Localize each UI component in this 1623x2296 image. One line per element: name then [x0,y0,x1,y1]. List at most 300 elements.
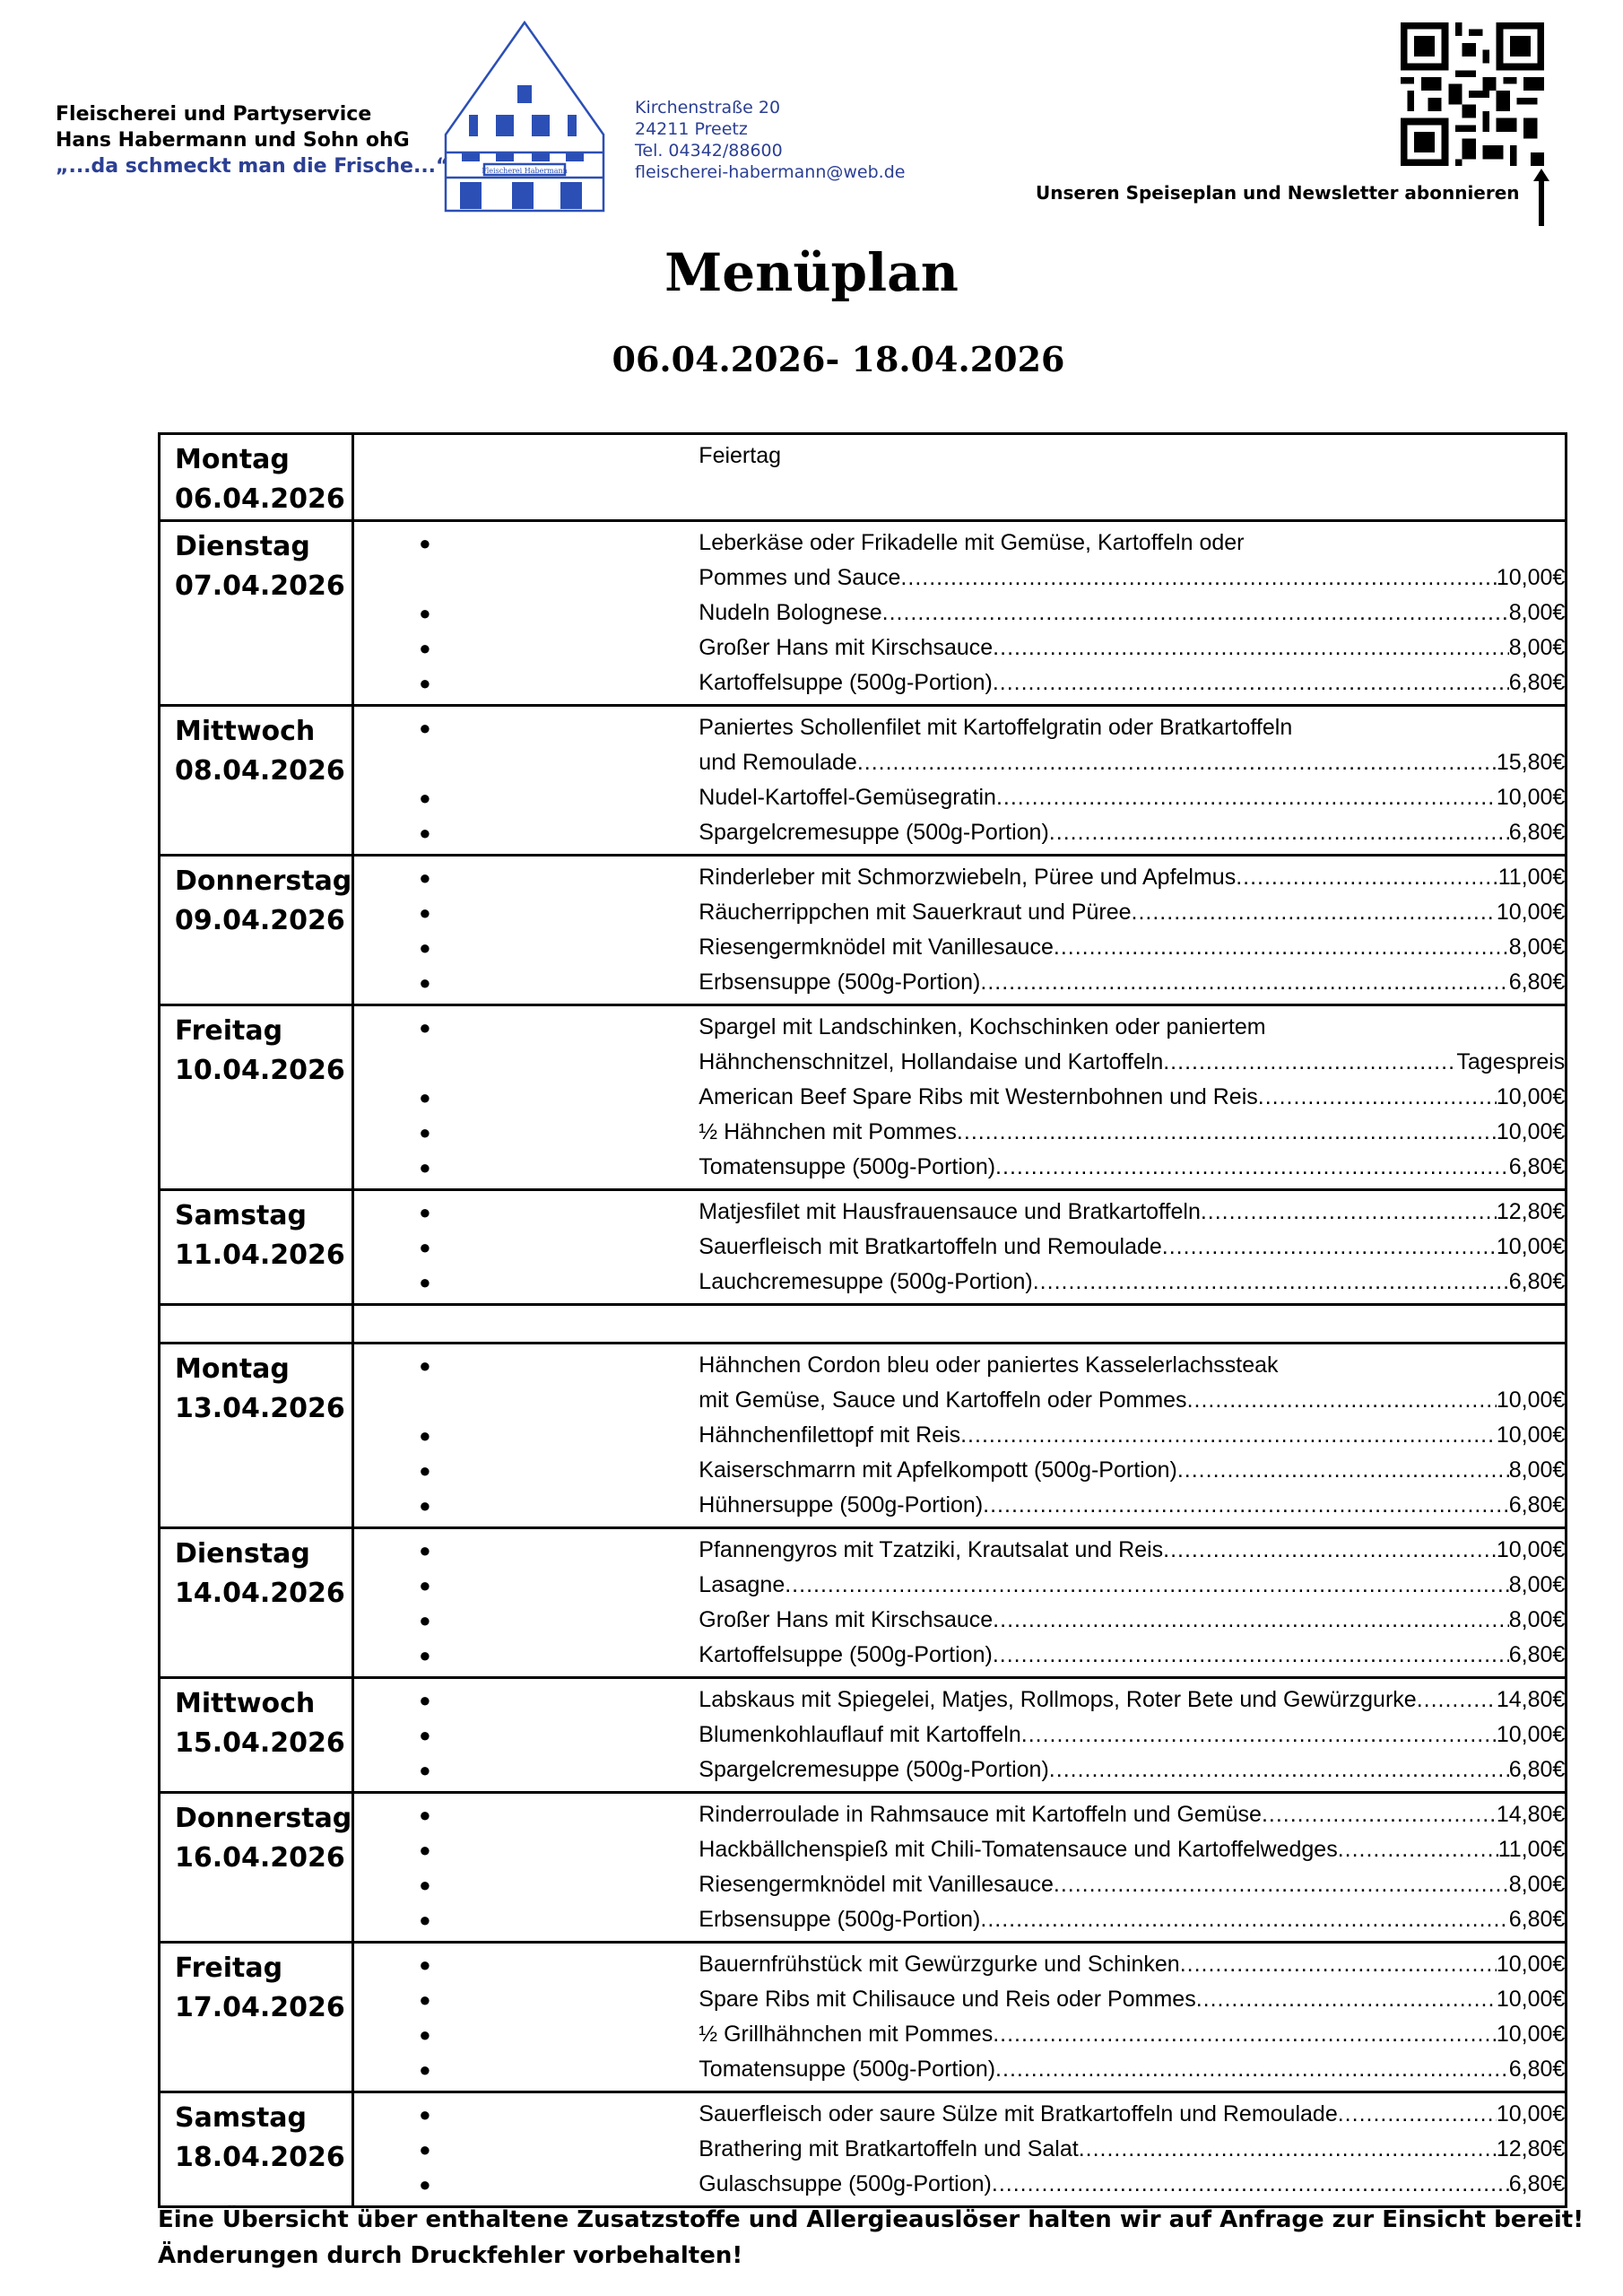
menu-item-line [699,1265,1565,1300]
menu-item [354,1867,1565,1902]
day-note: Feiertag [699,443,782,468]
dish-price: 6,80€ [1508,970,1566,995]
misprint-notice: Änderungen durch Druckfehler vorbehalten! [158,2242,743,2269]
dishes-cell [353,2092,1567,2207]
bullet-icon: ● [419,1121,431,1144]
bullet-icon: ● [419,1271,431,1293]
dish-price: 8,00€ [1508,1607,1566,1632]
dot-leader [1163,1045,1456,1080]
menu-item-line [699,1752,1565,1787]
dish-name: Kartoffelsuppe (500g-Portion) [699,1642,993,1667]
dish-name: Spargelcremesuppe (500g-Portion) [699,820,1049,845]
dish-price: 6,80€ [1508,2171,1566,2196]
menu-item-line [699,1683,1565,1718]
dish-price: 14,80€ [1496,1687,1566,1712]
bullet-icon: ● [419,2173,431,2196]
day-row [160,1190,1567,1305]
menu-item [354,2097,1565,2132]
dish-name: Nudel-Kartoffel-Gemüsegratin [699,785,996,810]
menu-item [354,1982,1565,2017]
day-name: Donnerstag [175,1803,352,1834]
bullet-icon: ● [419,1909,431,1931]
bullet-icon: ● [419,1424,431,1447]
dish-name: Gulaschsuppe (500g-Portion) [699,2171,992,2196]
company-name: Fleischerei und Partyservice [56,103,372,126]
dot-leader [957,1115,1497,1150]
dish-name: Großer Hans mit Kirschsauce [699,1607,994,1632]
menu-item [354,815,1565,850]
day-name: Dienstag [175,1538,310,1570]
bullet-icon: ● [419,866,431,889]
menu-item [354,930,1565,965]
dot-leader [785,1568,1509,1603]
menu-item [354,1230,1565,1265]
dish-name: Hühnersuppe (500g-Portion) [699,1492,984,1518]
newsletter-subscribe-text: Unseren Speiseplan und Newsletter abonnieren [1036,182,1520,204]
dish-name: Hähnchenschnitzel, Hollandaise und Kartoffeln [699,1049,1164,1074]
bullet-icon: ● [419,717,431,739]
dot-leader [1079,2132,1497,2167]
dish-name: ½ Grillhähnchen mit Pommes [699,2022,994,2047]
dish-price: 12,80€ [1496,1199,1566,1224]
dish-price: 10,00€ [1496,1537,1566,1562]
dishes-cell [353,1190,1567,1305]
menu-item-line [699,526,1565,561]
dish-name: Matjesfilet mit Hausfrauensauce und Bratkartoffeln [699,1199,1201,1224]
dish-price: 14,80€ [1496,1802,1566,1827]
bullet-icon: ● [419,2058,431,2081]
contact-block [635,97,905,183]
menu-item [354,2052,1565,2087]
bullet-icon: ● [419,1874,431,1896]
menu-item-line [699,780,1565,815]
menu-item-line [699,1080,1565,1115]
dish-price: 10,00€ [1496,1387,1566,1413]
dot-leader [993,665,1509,700]
menu-item-line [699,665,1565,700]
dot-leader [1054,930,1509,965]
day-cell [160,1190,353,1305]
menu-item [354,780,1565,815]
bullet-icon: ● [419,2138,431,2161]
dishes-cell [353,1943,1567,2092]
menu-item [354,1603,1565,1638]
menu-item-line [699,1603,1565,1638]
menu-item [354,710,1565,780]
company-owner: Hans Habermann und Sohn ohG [56,129,410,152]
menu-item-line [699,745,1565,780]
day-row [160,1005,1567,1190]
day-cell [160,521,353,706]
bullet-icon: ● [419,1988,431,2011]
dishes-cell [353,1005,1567,1190]
day-row [160,1528,1567,1678]
day-cell [160,1793,353,1943]
day-cell [160,1005,353,1190]
menu-item-line [699,561,1565,596]
menu-item [354,2017,1565,2052]
dot-leader [1196,1982,1497,2017]
dish-price: 10,00€ [1496,565,1566,590]
dish-name: Sauerfleisch mit Bratkartoffeln und Remoulade [699,1234,1162,1259]
dot-leader [1163,1533,1497,1568]
dish-price: 10,00€ [1496,2101,1566,2126]
dish-price: 10,00€ [1496,785,1566,810]
day-row [160,856,1567,1005]
dot-leader [1049,815,1509,850]
menu-item-line [699,1195,1565,1230]
dot-leader [983,1488,1509,1523]
bullet-icon: ● [419,1759,431,1781]
dish-price: 6,80€ [1508,2057,1566,2082]
dish-price: 10,00€ [1496,1119,1566,1144]
dish-name: Kaiserschmarrn mit Apfelkompott (500g-Portion) [699,1457,1177,1483]
day-row [160,1793,1567,1943]
bullet-icon: ● [419,1539,431,1561]
day-row [160,706,1567,856]
menu-item-line [699,1867,1565,1902]
bullet-icon: ● [419,1494,431,1517]
menu-item [354,596,1565,631]
day-name: Mittwoch [175,1688,316,1719]
dish-price: 10,00€ [1496,1952,1566,1977]
menu-item-line [699,1982,1565,2017]
menu-item [354,1080,1565,1115]
day-name: Mittwoch [175,716,316,747]
bullet-icon: ● [419,822,431,844]
arrow-up-icon [1533,169,1549,226]
dish-price: 11,00€ [1497,865,1566,890]
qr-code-icon[interactable] [1399,22,1546,166]
menu-item-line [699,815,1565,850]
dish-name: Lauchcremesuppe (500g-Portion) [699,1269,1033,1294]
bullet-icon: ● [419,1689,431,1711]
bullet-icon: ● [419,1016,431,1039]
dish-price: 6,80€ [1508,1269,1566,1294]
bullet-icon: ● [419,2103,431,2126]
menu-item-line [699,710,1565,745]
menu-item-line [699,1902,1565,1937]
day-cell [160,1528,353,1678]
separator-cell [160,1305,353,1344]
dishes-cell [353,856,1567,1005]
day-cell [160,434,353,521]
dot-leader [1132,895,1497,930]
dot-leader [1054,1867,1509,1902]
separator-cell [353,1305,1567,1344]
date-range: 06.04.2026- 18.04.2026 [612,339,1065,379]
bullet-icon: ● [419,1574,431,1596]
dish-name: Rinderroulade in Rahmsauce mit Kartoffeln und Gemüse [699,1802,1262,1827]
bullet-icon: ● [419,1459,431,1482]
day-date: 15.04.2026 [175,1727,345,1759]
menu-item [354,1568,1565,1603]
day-name: Samstag [175,2102,308,2134]
bullet-icon: ● [419,1839,431,1861]
dot-leader [900,561,1496,596]
dish-name: Pommes und Sauce [699,565,901,590]
dishes-cell [353,1528,1567,1678]
dish-name: mit Gemüse, Sauce und Kartoffeln oder Pommes [699,1387,1187,1413]
dot-leader [1338,1832,1498,1867]
menu-item-line [699,1718,1565,1752]
dot-leader [1338,2097,1497,2132]
day-row [160,1943,1567,2092]
dish-name: Riesengermknödel mit Vanillesauce [699,1872,1054,1897]
dot-leader [1417,1683,1497,1718]
dish-name: Blumenkohlauflauf mit Kartoffeln [699,1722,1021,1747]
dot-leader [1180,1947,1497,1982]
dish-name: Labskaus mit Spiegelei, Matjes, Rollmops, Roter Bete und Gewürzgurke [699,1687,1417,1712]
dot-leader [1162,1230,1497,1265]
menu-item [354,895,1565,930]
menu-item-line [699,596,1565,631]
bullet-icon: ● [419,1201,431,1223]
day-row [160,521,1567,706]
day-name: Montag [175,1353,290,1385]
menu-item-line [699,1115,1565,1150]
day-name: Samstag [175,1200,308,1231]
dish-price: 10,00€ [1496,1422,1566,1448]
menu-item-line [699,1533,1565,1568]
menu-item [354,1902,1565,1937]
dishes-cell [353,1344,1567,1528]
day-name: Freitag [175,1015,283,1047]
dot-leader [1258,1080,1497,1115]
menu-item [354,1683,1565,1718]
dish-name: Kartoffelsuppe (500g-Portion) [699,670,993,695]
bullet-icon: ● [419,672,431,694]
day-row [160,2092,1567,2207]
menu-item-line [699,930,1565,965]
dishes-cell [353,706,1567,856]
contact-street: Kirchenstraße 20 [635,98,781,117]
menu-item-line [699,631,1565,665]
dish-price: 6,80€ [1508,1757,1566,1782]
dish-name: Spargel mit Landschinken, Kochschinken oder paniertem [699,1014,1266,1039]
dish-price: 11,00€ [1497,1837,1566,1862]
dish-name: Räucherrippchen mit Sauerkraut und Püree [699,900,1132,925]
menu-item-line [699,1230,1565,1265]
dish-price: 10,00€ [1496,1722,1566,1747]
menu-item-line [699,1947,1565,1982]
dot-leader [960,1418,1497,1453]
day-name: Dienstag [175,531,310,562]
footer-notice [158,2202,1584,2274]
menu-item [354,526,1565,596]
menu-item [354,631,1565,665]
menu-item [354,1453,1565,1488]
dish-name: Nudeln Bolognese [699,600,882,625]
dot-leader [980,965,1508,1000]
dish-name: Tomatensuppe (500g-Portion) [699,1154,996,1179]
bullet-icon: ● [419,787,431,809]
dish-price: 8,00€ [1508,1872,1566,1897]
dish-price: 6,80€ [1508,670,1566,695]
dot-leader [1201,1195,1497,1230]
week-separator-row [160,1305,1567,1344]
menu-item [354,1418,1565,1453]
bullet-icon: ● [419,1724,431,1746]
day-cell [160,1678,353,1793]
dot-leader [1049,1752,1509,1787]
menu-item [354,1638,1565,1673]
menu-item [354,965,1565,1000]
day-date: 16.04.2026 [175,1842,345,1874]
company-slogan: „...da schmeckt man die Frische...“ [56,155,449,178]
dish-price: 10,00€ [1496,900,1566,925]
menu-item [354,1947,1565,1982]
dish-name: Spargelcremesuppe (500g-Portion) [699,1757,1049,1782]
contact-phone: Tel. 04342/88600 [635,141,783,161]
dish-price: 15,80€ [1496,750,1566,775]
menu-item [354,1265,1565,1300]
day-row [160,434,1567,521]
dishes-cell [353,1678,1567,1793]
bullet-icon: ● [419,1086,431,1109]
dishes-cell [353,434,1567,521]
dot-leader [1177,1453,1509,1488]
menu-item [354,1010,1565,1080]
bullet-icon: ● [419,2023,431,2046]
logo-sign: Fleischerei Habermann [482,167,568,175]
day-cell [160,2092,353,2207]
dish-name: Großer Hans mit Kirschsauce [699,635,994,660]
dish-name: ½ Hähnchen mit Pommes [699,1119,957,1144]
day-row [160,1344,1567,1528]
day-date: 13.04.2026 [175,1393,345,1424]
dish-name: Sauerfleisch oder saure Sülze mit Bratkartoffeln und Remoulade [699,2101,1338,2126]
menu-item-line [699,1797,1565,1832]
dish-price: 6,80€ [1508,1492,1566,1518]
dot-leader [993,1603,1509,1638]
menu-item [354,1533,1565,1568]
bullet-icon: ● [419,1953,431,1976]
dish-name: Hackbällchenspieß mit Chili-Tomatensauce und Kartoffelwedges [699,1837,1338,1862]
menu-item-line [699,2167,1565,2202]
dot-leader [993,2017,1497,2052]
day-date: 08.04.2026 [175,755,345,787]
menu-item-line [699,1568,1565,1603]
bullet-icon: ● [419,1156,431,1178]
dish-name: Erbsensuppe (500g-Portion) [699,1907,981,1932]
menu-item-line [699,1383,1565,1418]
day-date: 09.04.2026 [175,905,345,936]
dish-name: Riesengermknödel mit Vanillesauce [699,935,1054,960]
menu-item-line [699,1418,1565,1453]
bullet-icon: ● [419,602,431,624]
dish-name: Hähnchenfilettopf mit Reis [699,1422,961,1448]
dish-name: und Remoulade [699,750,857,775]
contact-email[interactable]: fleischerei-habermann@web.de [635,162,906,182]
contact-city: 24211 Preetz [635,119,748,139]
allergen-notice: Eine Übersicht über enthaltene Zusatzstoffe und Allergieauslöser halten wir auf Anfrage zur Einsicht bereit! [158,2206,1584,2233]
dish-price: Tagespreis [1456,1049,1566,1074]
dish-price: 6,80€ [1508,1154,1566,1179]
dishes-cell [353,521,1567,706]
menu-item-line [699,2132,1565,2167]
day-cell [160,1344,353,1528]
dish-price: 10,00€ [1496,1234,1566,1259]
bullet-icon: ● [419,1609,431,1631]
menu-item-line [699,895,1565,930]
bullet-icon: ● [419,971,431,994]
menu-item-line [699,1832,1565,1867]
dot-leader [995,1150,1509,1185]
menu-item-line [699,965,1565,1000]
dish-price: 10,00€ [1496,2022,1566,2047]
day-date: 06.04.2026 [175,483,345,515]
day-date: 10.04.2026 [175,1055,345,1086]
day-date: 18.04.2026 [175,2142,345,2173]
dish-name: Rinderleber mit Schmorzwiebeln, Püree und Apfelmus [699,865,1237,890]
dot-leader [882,596,1509,631]
day-date: 11.04.2026 [175,1239,345,1271]
menu-item-line [699,1638,1565,1673]
house-logo-icon [435,18,614,215]
dish-name: Erbsensuppe (500g-Portion) [699,970,981,995]
dish-name: Brathering mit Bratkartoffeln und Salat [699,2136,1079,2161]
menu-item [354,2132,1565,2167]
dish-price: 6,80€ [1508,1642,1566,1667]
menu-item [354,1488,1565,1523]
dish-name: Pfannengyros mit Tzatziki, Krautsalat und Reis [699,1537,1164,1562]
dish-price: 6,80€ [1508,820,1566,845]
day-name: Freitag [175,1952,283,1984]
dish-name: Bauernfrühstück mit Gewürzgurke und Schinken [699,1952,1180,1977]
dot-leader [993,1638,1509,1673]
bullet-icon: ● [419,532,431,554]
menu-item [354,1832,1565,1867]
menu-item-line [699,1453,1565,1488]
bullet-icon: ● [419,637,431,659]
dish-name: Spare Ribs mit Chilisauce und Reis oder Pommes [699,1987,1196,2012]
menu-item [354,2167,1565,2202]
menu-item-line [699,1348,1565,1383]
dot-leader [1236,860,1497,895]
bullet-icon: ● [419,901,431,924]
dish-price: 8,00€ [1508,1457,1566,1483]
bullet-icon: ● [419,1354,431,1377]
bullet-icon: ● [419,936,431,959]
dish-price: 8,00€ [1508,935,1566,960]
day-cell [160,1943,353,2092]
dish-price: 12,80€ [1496,2136,1566,2161]
day-date: 07.04.2026 [175,570,345,602]
menu-item-line [699,1488,1565,1523]
menu-item [354,1752,1565,1787]
day-cell [160,856,353,1005]
menu-item-line [699,1010,1565,1045]
menu-item [354,1195,1565,1230]
dot-leader [992,2167,1509,2202]
dish-name: American Beef Spare Ribs mit Westernbohnen und Reis [699,1084,1258,1109]
dot-leader [1021,1718,1497,1752]
dish-name: Leberkäse oder Frikadelle mit Gemüse, Kartoffeln oder [699,530,1245,555]
menu-item [354,860,1565,895]
day-name: Donnerstag [175,865,352,897]
menu-item-line [699,1045,1565,1080]
menu-item-line [699,2052,1565,2087]
bullet-icon: ● [419,1804,431,1826]
page-title: Menüplan [664,242,959,303]
dot-leader [995,2052,1509,2087]
menu-item [354,1115,1565,1150]
menu-item-line [699,860,1565,895]
menu-item [354,665,1565,700]
day-date: 14.04.2026 [175,1578,345,1609]
menu-item [354,1348,1565,1418]
